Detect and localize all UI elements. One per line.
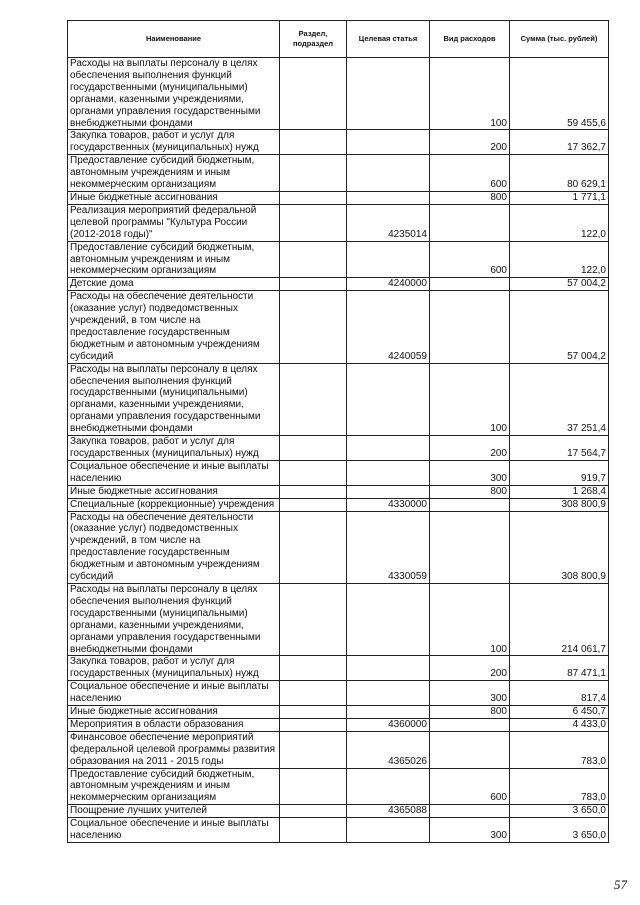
table-row [68, 718, 609, 731]
cell-type: 200 [430, 656, 510, 681]
cell-section [280, 511, 347, 583]
cell-target [347, 485, 430, 498]
cell-sum: 1 268,4 [510, 485, 609, 498]
table-row [68, 498, 609, 511]
cell-type [430, 278, 510, 291]
cell-sum: 308 800,9 [510, 498, 609, 511]
header-target: Целевая статья [347, 21, 430, 58]
table-row [68, 818, 609, 843]
header-section: Раздел, подраздел [280, 21, 347, 58]
cell-target [347, 681, 430, 706]
cell-name: Социальное обеспечение и иные выплаты населению [68, 818, 280, 843]
cell-type [430, 291, 510, 363]
cell-type: 600 [430, 241, 510, 278]
cell-target [347, 155, 430, 192]
cell-target: 4365026 [347, 731, 430, 768]
cell-sum: 783,0 [510, 768, 609, 805]
table-row [68, 768, 609, 805]
cell-sum: 122,0 [510, 241, 609, 278]
cell-type [430, 805, 510, 818]
cell-sum: 919,7 [510, 460, 609, 485]
cell-type [430, 731, 510, 768]
cell-section [280, 818, 347, 843]
cell-type [430, 204, 510, 241]
cell-target [347, 191, 430, 204]
table-row [68, 204, 609, 241]
cell-target [347, 583, 430, 655]
cell-section [280, 485, 347, 498]
cell-target [347, 656, 430, 681]
cell-section [280, 58, 347, 130]
table-row [68, 278, 609, 291]
cell-type [430, 498, 510, 511]
cell-sum: 59 455,6 [510, 58, 609, 130]
cell-type: 100 [430, 58, 510, 130]
cell-name: Иные бюджетные ассигнования [68, 191, 280, 204]
cell-name: Закупка товаров, работ и услуг для государственных (муниципальных) нужд [68, 436, 280, 461]
cell-name: Детские дома [68, 278, 280, 291]
cell-section [280, 278, 347, 291]
cell-type: 300 [430, 460, 510, 485]
cell-target: 4360000 [347, 718, 430, 731]
header-type: Вид расходов [430, 21, 510, 58]
cell-sum: 1 771,1 [510, 191, 609, 204]
cell-type: 200 [430, 130, 510, 155]
header-sum: Сумма (тыс. рублей) [510, 21, 609, 58]
cell-sum: 57 004,2 [510, 291, 609, 363]
cell-name: Закупка товаров, работ и услуг для государственных (муниципальных) нужд [68, 130, 280, 155]
cell-target [347, 706, 430, 719]
cell-section [280, 656, 347, 681]
cell-section [280, 460, 347, 485]
cell-sum: 214 061,7 [510, 583, 609, 655]
header-name: Наименование [68, 21, 280, 58]
cell-sum: 37 251,4 [510, 363, 609, 435]
cell-name: Предоставление субсидий бюджетным, автономным учреждениям и иным некоммерческим организациям [68, 241, 280, 278]
cell-target [347, 768, 430, 805]
cell-name: Иные бюджетные ассигнования [68, 706, 280, 719]
table-row [68, 155, 609, 192]
cell-type: 200 [430, 436, 510, 461]
cell-section [280, 191, 347, 204]
table-row [68, 191, 609, 204]
cell-section [280, 204, 347, 241]
cell-target [347, 58, 430, 130]
cell-name: Предоставление субсидий бюджетным, автономным учреждениям и иным некоммерческим организациям [68, 768, 280, 805]
cell-name: Социальное обеспечение и иные выплаты населению [68, 681, 280, 706]
cell-target: 4240000 [347, 278, 430, 291]
cell-name: Предоставление субсидий бюджетным, автономным учреждениям и иным некоммерческим организациям [68, 155, 280, 192]
cell-section [280, 681, 347, 706]
cell-type [430, 511, 510, 583]
cell-sum: 3 650,0 [510, 805, 609, 818]
cell-name: Закупка товаров, работ и услуг для государственных (муниципальных) нужд [68, 656, 280, 681]
cell-sum: 4 433,0 [510, 718, 609, 731]
cell-name: Социальное обеспечение и иные выплаты населению [68, 460, 280, 485]
cell-sum: 87 471,1 [510, 656, 609, 681]
table-row [68, 511, 609, 583]
table-row [68, 583, 609, 655]
cell-type: 100 [430, 363, 510, 435]
cell-name: Расходы на выплаты персоналу в целях обеспечения выполнения функций государственными (муниципальными) органами, казенными учреждениями, органами управления государственными внебюджетными фондами [68, 583, 280, 655]
table-row [68, 656, 609, 681]
cell-type: 800 [430, 485, 510, 498]
table-row [68, 363, 609, 435]
cell-target: 4235014 [347, 204, 430, 241]
table-row [68, 436, 609, 461]
cell-name: Мероприятия в области образования [68, 718, 280, 731]
cell-type: 600 [430, 155, 510, 192]
page-number: 57 [614, 877, 627, 892]
cell-sum: 3 650,0 [510, 818, 609, 843]
cell-sum: 6 450,7 [510, 706, 609, 719]
cell-target: 4365088 [347, 805, 430, 818]
cell-section [280, 363, 347, 435]
cell-target: 4330000 [347, 498, 430, 511]
budget-sheet [67, 20, 608, 843]
table-row [68, 58, 609, 130]
cell-sum: 783,0 [510, 731, 609, 768]
cell-target [347, 460, 430, 485]
cell-sum: 122,0 [510, 204, 609, 241]
cell-name: Финансовое обеспечение мероприятий федеральной целевой программы развития образования на 2011 - 2015 годы [68, 731, 280, 768]
table-row [68, 291, 609, 363]
table-row [68, 460, 609, 485]
cell-sum: 80 629,1 [510, 155, 609, 192]
cell-sum: 57 004,2 [510, 278, 609, 291]
cell-section [280, 436, 347, 461]
cell-name: Специальные (коррекционные) учреждения [68, 498, 280, 511]
cell-target [347, 818, 430, 843]
table-header-row [68, 21, 609, 58]
table-row [68, 681, 609, 706]
cell-type [430, 718, 510, 731]
cell-name: Расходы на выплаты персоналу в целях обеспечения выполнения функций государственными (муниципальными) органами, казенными учреждениями, органами управления государственными внебюджетными фондами [68, 363, 280, 435]
cell-target [347, 130, 430, 155]
cell-section [280, 155, 347, 192]
table-row [68, 485, 609, 498]
table-row [68, 706, 609, 719]
cell-target [347, 436, 430, 461]
cell-type: 600 [430, 768, 510, 805]
cell-section [280, 731, 347, 768]
cell-type: 800 [430, 191, 510, 204]
cell-sum: 308 800,9 [510, 511, 609, 583]
cell-type: 100 [430, 583, 510, 655]
cell-name: Расходы на обеспечение деятельности (оказание услуг) подведомственных учреждений, в том числе на предоставление государственным бюджетным и автономным учреждениям субсидий [68, 291, 280, 363]
budget-table [67, 20, 609, 843]
cell-section [280, 718, 347, 731]
cell-section [280, 498, 347, 511]
cell-section [280, 291, 347, 363]
cell-sum: 17 362,7 [510, 130, 609, 155]
cell-target: 4240059 [347, 291, 430, 363]
cell-name: Иные бюджетные ассигнования [68, 485, 280, 498]
cell-section [280, 805, 347, 818]
cell-section [280, 130, 347, 155]
cell-name: Поощрение лучших учителей [68, 805, 280, 818]
cell-name: Реализация мероприятий федеральной целевой программы "Культура России (2012-2018 годы)" [68, 204, 280, 241]
cell-target: 4330059 [347, 511, 430, 583]
cell-sum: 17 564,7 [510, 436, 609, 461]
table-row [68, 241, 609, 278]
cell-type: 300 [430, 818, 510, 843]
table-row [68, 805, 609, 818]
cell-section [280, 706, 347, 719]
cell-name: Расходы на обеспечение деятельности (оказание услуг) подведомственных учреждений, в том числе на предоставление государственным бюджетным и автономным учреждениям субсидий [68, 511, 280, 583]
cell-type: 800 [430, 706, 510, 719]
cell-name: Расходы на выплаты персоналу в целях обеспечения выполнения функций государственными (муниципальными) органами, казенными учреждениями, органами управления государственными внебюджетными фондами [68, 58, 280, 130]
cell-type: 300 [430, 681, 510, 706]
table-row [68, 130, 609, 155]
cell-section [280, 583, 347, 655]
cell-section [280, 768, 347, 805]
cell-target [347, 363, 430, 435]
cell-target [347, 241, 430, 278]
cell-section [280, 241, 347, 278]
cell-sum: 817,4 [510, 681, 609, 706]
table-row [68, 731, 609, 768]
